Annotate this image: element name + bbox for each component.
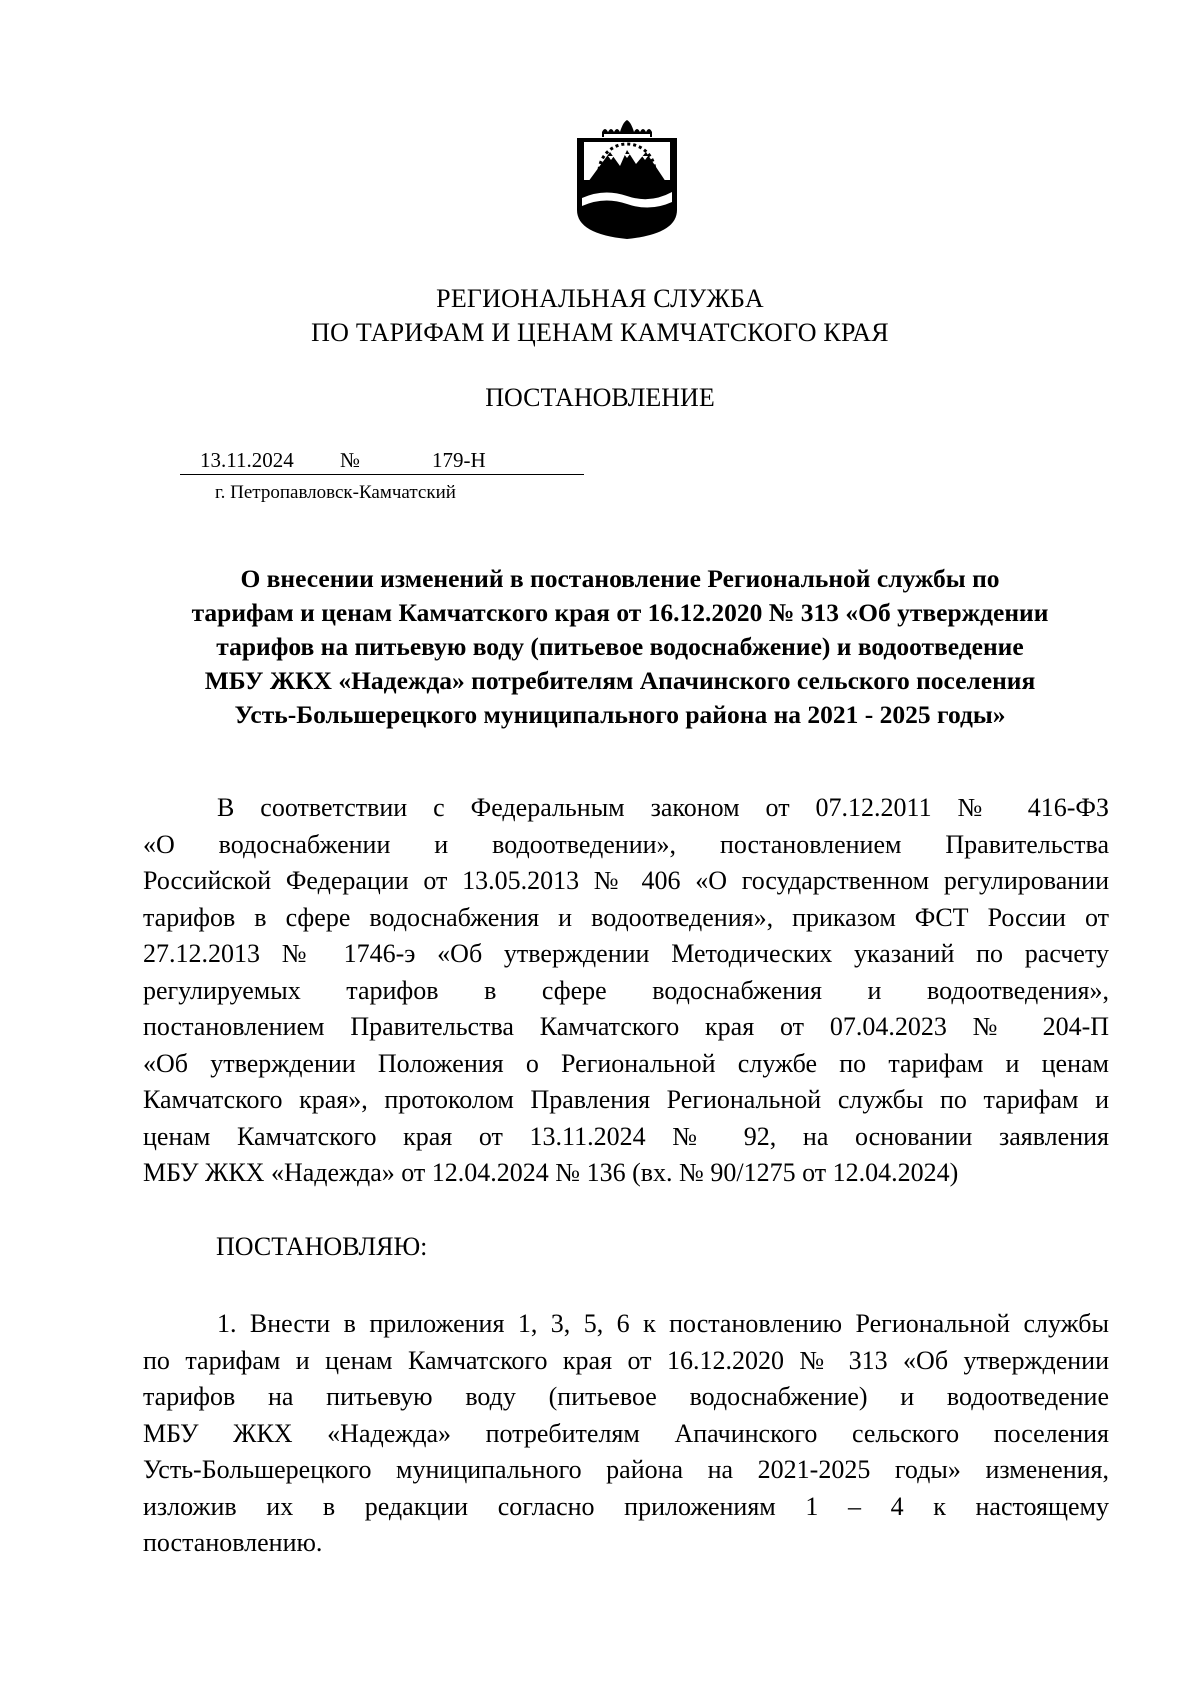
text-line: по тарифам и ценам Камчатского края от 16.12.2020 № 313 «Об утверждении [143, 1345, 1109, 1375]
text-line: Российской Федерации от 13.05.2013 № 406 «О государственном регулировании [143, 866, 1109, 895]
document-title [140, 562, 1100, 732]
text-line: ценам Камчатского края от 13.11.2024 № 92, на основании заявления [143, 1121, 1109, 1151]
document-number: 179-Н [432, 448, 486, 472]
text-line: изложив их в редакции согласно приложениям 1 – 4 к настоящему [143, 1491, 1109, 1521]
title-line: Усть-Большерецкого муниципального района на 2021 - 2025 годы» [234, 700, 1006, 729]
text-line: регулируемых тарифов в сфере водоснабжения и водоотведения», [143, 975, 1109, 1005]
text-line: 1. Внести в приложения 1, 3, 5, 6 к постановлению Региональной службы [217, 1309, 1109, 1338]
organization-name-line2: ПО ТАРИФАМ И ЦЕНАМ КАМЧАТСКОГО КРАЯ [311, 318, 889, 347]
title-line: тарифам и ценам Камчатского края от 16.12.2020 № 313 «Об утверждении [191, 598, 1049, 627]
preamble-paragraph [143, 790, 1109, 1192]
organization-name-line1: РЕГИОНАЛЬНАЯ СЛУЖБА [436, 284, 764, 313]
text-line: тарифов на питьевую воду (питьевое водоснабжение) и водоотведение [143, 1382, 1109, 1411]
text-line: постановлению. [143, 1528, 323, 1557]
text-line: МБУ ЖКХ «Надежда» от 12.04.2024 № 136 (вх. № 90/1275 от 12.04.2024) [143, 1158, 959, 1187]
text-line: постановлением Правительства Камчатского края от 07.04.2023 № 204-П [143, 1012, 1109, 1041]
title-line: тарифов на питьевую воду (питьевое водоснабжение) и водоотведение [216, 632, 1024, 661]
text-line: 27.12.2013 № 1746-э «Об утверждении Методических указаний по расчету [143, 939, 1109, 968]
document-date: 13.11.2024 [200, 448, 294, 472]
item-1-paragraph [143, 1306, 1109, 1562]
title-line: О внесении изменений в постановление Региональной службы по [240, 564, 1000, 593]
text-line: В соответствии с Федеральным законом от 07.12.2011 № 416-ФЗ [217, 793, 1109, 822]
title-line: МБУ ЖКХ «Надежда» потребителям Апачинского сельского поселения [204, 666, 1036, 695]
text-line: МБУ ЖКХ «Надежда» потребителям Апачинского сельского поселения [143, 1418, 1109, 1448]
decree-word: ПОСТАНОВЛЯЮ: [216, 1232, 428, 1261]
registration-line [180, 448, 584, 475]
text-line: «Об утверждении Положения о Региональной службе по тарифам и ценам [143, 1048, 1109, 1078]
number-sign: № [340, 448, 361, 472]
kamchatka-coat-of-arms-icon [574, 112, 680, 240]
text-line: тарифов в сфере водоснабжения и водоотведения», приказом ФСТ России от [143, 902, 1109, 932]
city-name: г. Петропавловск-Камчатский [215, 482, 456, 503]
document-type: ПОСТАНОВЛЕНИЕ [485, 383, 715, 412]
text-line: Усть-Большерецкого муниципального района на 2021-2025 годы» изменения, [143, 1455, 1109, 1484]
text-line: Камчатского края», протоколом Правления Региональной службы по тарифам и [143, 1085, 1109, 1114]
text-line: «О водоснабжении и водоотведении», постановлением Правительства [143, 829, 1109, 859]
